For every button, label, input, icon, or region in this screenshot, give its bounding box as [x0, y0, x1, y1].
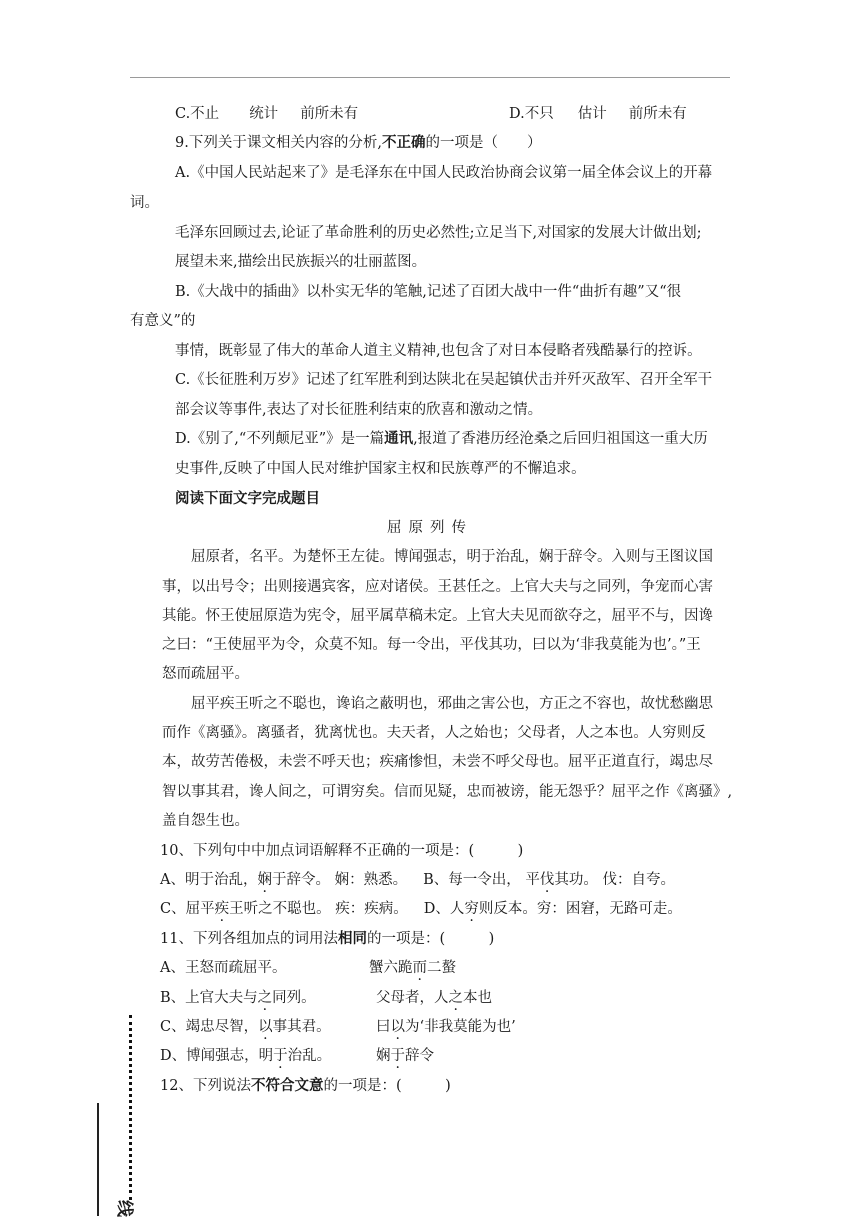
q9-option-d-line1	[175, 429, 708, 449]
passage-p2-line4: 智以事其君，谗人间之，可谓穷矣。信而见疑，忠而被谤，能无怨乎？屈平之作《离骚》,	[162, 784, 733, 800]
q10-b-pre: B、每一令出， 平	[423, 872, 540, 888]
q11-option-c-right	[376, 1017, 516, 1037]
q9-option-a-line1: A.《中国人民站起来了》是毛泽东在中国人民政治协商会议第一届全体会议上的开幕	[175, 165, 713, 181]
passage-p1-line4: 之曰：“王使屈平为令，众莫不知。每一令出，平伐其功，曰以为‘非我莫能为也’。”王	[162, 637, 701, 653]
q11-b-right-dotted-word: 之	[448, 990, 463, 1006]
q10-b-post: 其功。 伐：自夸。	[554, 872, 675, 888]
q11-b-left-post: 同列。	[272, 990, 316, 1006]
q10-c-pre: C、屈平	[160, 901, 215, 917]
header-rule	[130, 77, 730, 78]
q9-option-d-line2: 史事件,反映了中国人民对维护国家主权和民族尊严的不懈追求。	[175, 461, 586, 477]
q11-c-right-dotted-word: 以	[390, 1019, 405, 1035]
q9-d-emphasis: 通讯	[384, 431, 414, 447]
q11-c-right-pre: 曰	[376, 1019, 391, 1035]
q11-stem-emphasis: 相同	[337, 931, 367, 947]
q11-d-right-post: 辞令	[405, 1048, 434, 1064]
passage-p1-line5: 怒而疏屈平。	[162, 666, 249, 682]
q10-a-pre: A、明于治乱，	[160, 872, 258, 888]
q11-b-left-dotted-word: 之	[257, 990, 273, 1006]
q11-d-left-post: 治乱。	[287, 1048, 332, 1064]
q11-a-left-pre: A、王怒	[160, 960, 214, 976]
q9-option-b-line3: 事情，既彰显了伟大的革命人道主义精神,也包含了对日本侵略者残酷暴行的控诉。	[175, 343, 702, 359]
q11-b-right-pre: 父母者，人	[376, 990, 449, 1006]
q11-option-a-left	[160, 958, 286, 978]
binding-bar	[97, 1103, 99, 1216]
q11-stem	[160, 929, 494, 949]
binding-dotted-line	[129, 1015, 132, 1200]
q8-option-d	[509, 104, 687, 124]
q11-stem-text: 11、下列各组加点的词用法	[160, 931, 338, 947]
q10-options-ab	[160, 870, 675, 890]
q9-stem-emphasis: 不正确	[381, 135, 426, 151]
passage-p2-line5: 盖自怨生也。	[162, 813, 249, 829]
passage-p1-line1: 屈原者，名平。为楚怀王左徒。博闻强志，明于治乱，娴于辞令。入则与王图议国	[191, 549, 713, 565]
q10-c-post: 王听之不聪也。 疾：疾病。	[229, 901, 408, 917]
q9-stem-tail: 的一项是（ ）	[425, 135, 542, 151]
q10-d-pre: D、人	[423, 901, 465, 917]
q10-d-post: 则反本。穷：困窘，无路可走。	[478, 901, 682, 917]
q11-c-left-pre: C、竭忠尽智，	[160, 1019, 259, 1035]
passage-p1-line3: 其能。怀王使屈原造为宪令，屈平属草稿未定。上官大夫见而欲夺之，屈平不与，因谗	[162, 608, 713, 624]
q9-stem	[175, 133, 541, 153]
q11-c-right-post: 为‘非我莫能为也’	[405, 1019, 516, 1035]
q12-stem	[160, 1076, 451, 1096]
q11-c-left-post: 事其君。	[272, 1019, 331, 1035]
q10-a-post: 于辞令。 娴：熟悉。	[271, 872, 408, 888]
q9-option-b-line2: 有意义”的	[130, 313, 196, 329]
q10-stem: 10、下列句中中加点词语解释不正确的一项是：( )	[160, 843, 524, 859]
q9-option-a-line2: 词。	[130, 195, 159, 211]
q8-d-word2: 估计	[577, 106, 607, 122]
q12-stem-tail: 的一项是：( )	[323, 1078, 451, 1094]
q8-option-c	[175, 104, 358, 124]
q11-option-c-left	[160, 1017, 331, 1037]
q8-c-word3: 前所未有	[300, 106, 359, 122]
passage-p2-line1: 屈平疾王听之不聪也，谗谄之蔽明也，邪曲之害公也，方正之不容也，故忧愁幽思	[191, 696, 713, 712]
q11-c-left-dotted-word: 以	[258, 1019, 273, 1035]
q8-c-label: C.不止	[175, 106, 220, 122]
q9-option-c-line2: 部会议等事件,表达了对长征胜利结束的欣喜和激动之情。	[175, 402, 543, 418]
passage-p2-line2: 而作《离骚》。离骚者，犹离忧也。夫天者，人之始也；父母者，人之本也。人穷则反	[162, 725, 706, 741]
q11-a-right-post: 二螯	[427, 960, 456, 976]
q10-a-dotted-word: 娴	[257, 872, 272, 888]
q11-d-left-dotted-word: 于	[273, 1048, 288, 1064]
q8-d-word3: 前所未有	[628, 106, 687, 122]
passage-p1-line2: 事，以出号令；出则接遇宾客，应对诸侯。王甚任之。上官大夫与之同列，争宠而心害	[162, 579, 713, 595]
q9-d-text: D.《别了,“不列颠尼亚”》是一篇	[175, 431, 385, 447]
q11-stem-tail: 的一项是：( )	[366, 931, 495, 947]
reading-heading: 阅读下面文字完成题目	[175, 491, 320, 507]
q11-d-right-pre: 娴	[376, 1048, 391, 1064]
q9-option-b-line1: B.《大战中的插曲》以朴实无华的笔触,记述了百团大战中一件“曲折有趣”又“很	[175, 284, 682, 300]
q11-a-left-post: 疏屈平。	[228, 960, 287, 976]
q11-option-d-right	[376, 1046, 434, 1066]
q9-option-a-line3: 毛泽东回顾过去,论证了革命胜利的历史必然性;立足当下,对国家的发展大计做出划;	[175, 225, 702, 241]
q11-d-left-pre: D、博闻强志，明	[160, 1048, 274, 1064]
q12-stem-emphasis: 不符合文意	[250, 1078, 324, 1094]
q11-a-right-pre: 蟹六跪	[369, 960, 413, 976]
q8-d-label: D.不只	[509, 106, 554, 122]
q10-d-dotted-word: 穷	[464, 901, 479, 917]
q11-a-right-dotted-word: 而	[412, 960, 427, 976]
q11-b-right-post: 本也	[463, 990, 492, 1006]
q11-option-b-right	[376, 988, 492, 1008]
q11-a-left-word: 而	[213, 960, 229, 976]
q10-options-cd	[160, 899, 682, 919]
q9-option-a-line4: 展望未来,描绘出民族振兴的壮丽蓝图。	[175, 254, 427, 270]
q9-stem-text: 9.下列关于课文相关内容的分析,	[175, 135, 382, 151]
q11-option-d-left	[160, 1046, 331, 1066]
passage-p2-line3: 本，故劳苦倦极，未尝不呼天也；疾痛惨怛，未尝不呼父母也。屈平正道直行，竭忠尽	[162, 754, 713, 770]
q9-d-tail: ,报道了香港历经沧桑之后回归祖国这一重大历	[413, 431, 708, 447]
q10-b-dotted-word: 伐	[539, 872, 555, 888]
q11-option-a-right	[369, 958, 456, 978]
q11-option-b-left	[160, 988, 316, 1008]
passage-title: 屈原列传	[387, 520, 473, 536]
q11-b-left-pre: B、上官大夫与	[160, 990, 258, 1006]
q10-c-dotted-word: 疾	[214, 901, 230, 917]
q12-stem-text: 12、下列说法	[160, 1078, 251, 1094]
q9-option-c-line1: C.《长征胜利万岁》记述了红军胜利到达陕北在吴起镇伏击并歼灭敌军、召开全军干	[175, 372, 713, 388]
q8-c-word2: 统计	[249, 106, 279, 122]
binding-mark: 线	[114, 1200, 134, 1217]
q11-d-right-dotted-word: 于	[390, 1048, 405, 1064]
